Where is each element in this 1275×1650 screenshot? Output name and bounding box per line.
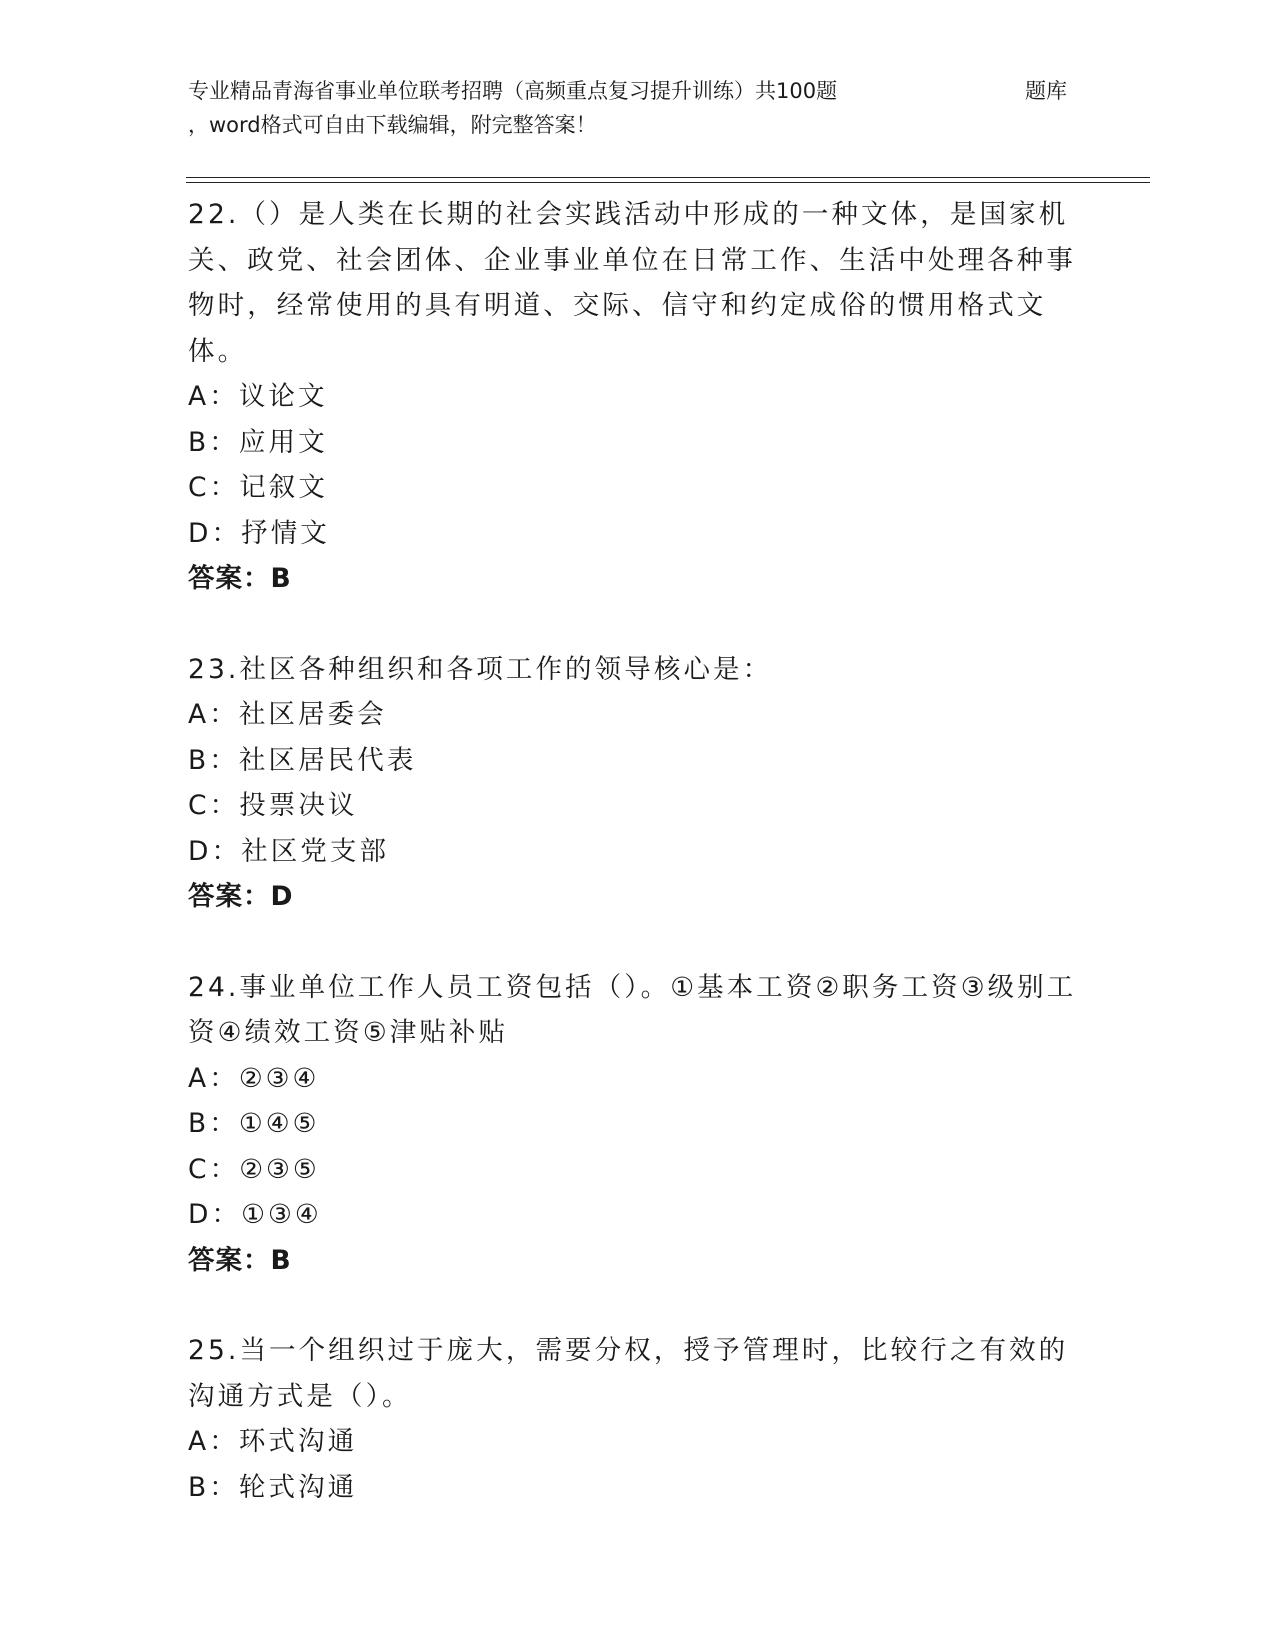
header-tag: 题库 (1025, 79, 1067, 103)
question-text: 25.当一个组织过于庞大，需要分权，授予管理时，比较行之有效的沟通方式是（）。 (188, 1335, 1069, 1412)
header-divider-bottom (186, 182, 1150, 183)
answer: 答案：B (188, 563, 292, 594)
option-b: B：①④⑤ (188, 1108, 320, 1139)
option-a: A：社区居委会 (188, 699, 387, 730)
answer: 答案：B (188, 1244, 292, 1276)
question-text: 23.社区各种组织和各项工作的领导核心是： (188, 653, 773, 685)
question-24 (188, 965, 1088, 1284)
option-b: B：轮式沟通 (188, 1471, 358, 1503)
option-c: C：记叙文 (188, 472, 329, 503)
option-a: A：②③④ (188, 1062, 320, 1094)
page-header (188, 74, 1088, 142)
header-title: 专业精品青海省事业单位联考招聘（高频重点复习提升训练）共100题 (188, 79, 838, 103)
header-subtitle: ，word格式可自由下载编辑，附完整答案！ (188, 113, 597, 137)
answer: 答案：D (188, 881, 294, 912)
question-list (188, 192, 1088, 1555)
option-d: D：社区党支部 (188, 835, 390, 867)
option-b: B：应用文 (188, 426, 328, 458)
option-a: A：环式沟通 (188, 1426, 358, 1457)
option-d: D：①③④ (188, 1199, 322, 1230)
option-c: C：投票决议 (188, 790, 358, 821)
question-text: 22.（）是人类在长期的社会实践活动中形成的一种文体，是国家机关、政党、社会团体、企业事业单位在日常工作、生活中处理各种事物时，经常使用的具有明道、交际、信守和约定成俗的惯用格式文体。 (188, 199, 1076, 367)
option-d: D：抒情文 (188, 517, 330, 549)
question-25 (188, 1328, 1088, 1510)
option-a: A：议论文 (188, 381, 328, 412)
option-c: C：②③⑤ (188, 1153, 320, 1185)
option-b: B：社区居民代表 (188, 744, 417, 776)
question-22 (188, 192, 1088, 602)
question-text: 24.事业单位工作人员工资包括（）。①基本工资②职务工资③级别工资④绩效工资⑤津贴补贴 (188, 971, 1077, 1048)
header-divider-top (186, 177, 1150, 178)
question-23 (188, 647, 1088, 920)
